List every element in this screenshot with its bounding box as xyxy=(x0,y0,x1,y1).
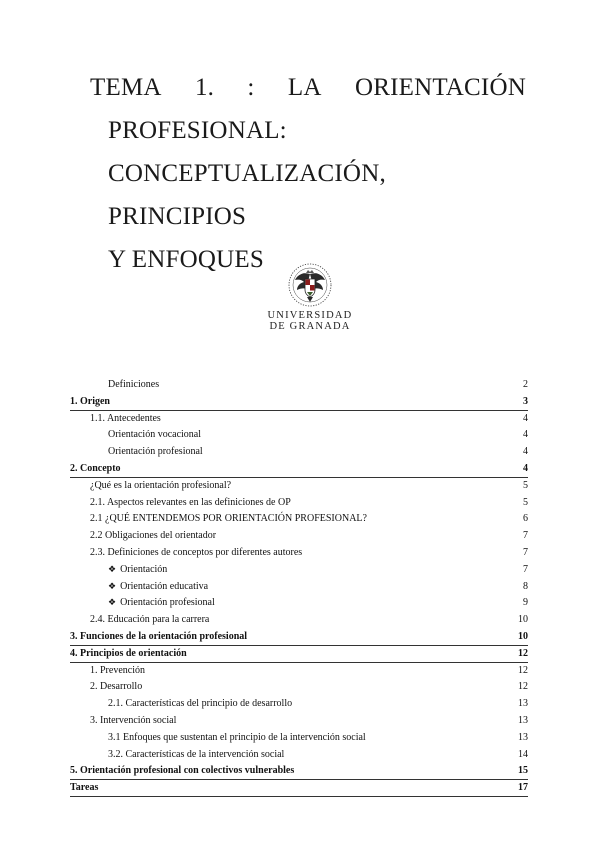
toc-entry-label xyxy=(70,562,167,578)
toc-entry-text: 3. Funciones de la orientación profesional xyxy=(70,630,248,642)
toc-entry-label xyxy=(70,545,302,561)
toc-entry[interactable] xyxy=(70,780,528,797)
toc-entry-label xyxy=(70,696,292,712)
toc-entry-label xyxy=(70,713,176,729)
toc-entry-label xyxy=(70,663,145,679)
toc-entry-label xyxy=(70,511,367,527)
toc-entry-text: Orientación educativa xyxy=(120,580,209,592)
toc-entry-label xyxy=(70,579,208,595)
toc-entry[interactable] xyxy=(70,595,528,612)
toc-entry-label xyxy=(70,612,209,628)
toc-entry-page: 3 xyxy=(523,395,528,407)
toc-entry-label xyxy=(70,394,110,410)
toc-entry-text: Orientación vocacional xyxy=(108,429,202,441)
title-line-4: Y ENFOQUES xyxy=(108,246,264,273)
toc-entry-label xyxy=(70,679,142,695)
toc-entry-text: 2. Desarrollo xyxy=(90,681,143,693)
toc-entry-text: Tareas xyxy=(70,782,99,794)
toc-entry[interactable] xyxy=(70,528,528,545)
toc-entry-page: 4 xyxy=(523,412,528,424)
toc-entry[interactable] xyxy=(70,511,528,528)
toc-entry-label xyxy=(70,646,187,662)
toc-entry-text: 1.1. Antecedentes xyxy=(90,412,161,424)
toc-entry[interactable] xyxy=(70,646,528,663)
document-title xyxy=(90,66,526,281)
toc-entry-page: 12 xyxy=(518,681,528,693)
toc-entry-text: 1. Prevención xyxy=(90,664,145,676)
toc-entry-label xyxy=(70,595,215,611)
table-of-contents xyxy=(70,377,528,797)
toc-entry-label xyxy=(70,495,291,511)
toc-entry-page: 13 xyxy=(518,731,528,743)
logo-line-1: UNIVERSIDAD xyxy=(267,310,353,321)
toc-entry-text: Orientación profesional xyxy=(120,597,215,609)
diamond-bullet-icon: ❖ xyxy=(108,597,117,608)
title-word: 1. xyxy=(194,74,215,101)
logo-line-2: DE GRANADA xyxy=(269,321,351,332)
toc-entry-page: 4 xyxy=(523,446,528,458)
toc-entry-text: 2.4. Educación para la carrera xyxy=(90,614,210,626)
toc-entry-page: 10 xyxy=(518,630,528,642)
toc-entry-page: 13 xyxy=(518,714,528,726)
toc-entry-label xyxy=(70,528,216,544)
toc-entry[interactable] xyxy=(70,696,528,713)
toc-entry-page: 2 xyxy=(523,379,528,390)
toc-entry-page: 14 xyxy=(518,748,528,760)
toc-entry-label xyxy=(70,747,284,763)
toc-entry-text: 4. Principios de orientación xyxy=(70,647,187,659)
toc-entry[interactable] xyxy=(70,427,528,444)
toc-entry[interactable] xyxy=(70,545,528,562)
toc-entry-page: 12 xyxy=(518,664,528,676)
diamond-bullet-icon: ❖ xyxy=(108,563,117,574)
toc-entry-text: 1. Origen xyxy=(70,395,110,407)
toc-entry-label xyxy=(70,444,203,460)
toc-entry-page: 17 xyxy=(518,782,528,794)
toc-entry-text: Definiciones xyxy=(108,379,160,390)
toc-entry[interactable] xyxy=(70,562,528,579)
toc-entry-page: 7 xyxy=(523,530,528,542)
toc-entry-page: 9 xyxy=(523,597,528,609)
title-word: LA xyxy=(287,74,322,101)
toc-entry[interactable] xyxy=(70,411,528,428)
toc-entry[interactable] xyxy=(70,747,528,764)
toc-entry[interactable] xyxy=(70,461,528,478)
toc-entry-text: 2. Concepto xyxy=(70,462,121,474)
toc-entry[interactable] xyxy=(70,394,528,411)
toc-entry[interactable] xyxy=(70,377,528,394)
toc-entry-label xyxy=(70,763,294,779)
toc-entry-page: 8 xyxy=(523,580,528,592)
title-word: TEMA xyxy=(90,74,162,101)
toc-entry-page: 15 xyxy=(518,765,528,777)
toc-entry[interactable] xyxy=(70,713,528,730)
toc-entry-text: ¿Qué es la orientación profesional? xyxy=(90,479,232,491)
toc-entry-text: 5. Orientación profesional con colectivos vulnerables xyxy=(70,765,295,777)
toc-entry[interactable] xyxy=(70,629,528,646)
toc-entry[interactable] xyxy=(70,663,528,680)
toc-entry[interactable] xyxy=(70,579,528,596)
toc-entry-page: 7 xyxy=(523,546,528,558)
toc-entry[interactable] xyxy=(70,612,528,629)
toc-entry-text: 3. Intervención social xyxy=(90,714,177,726)
title-line-1 xyxy=(90,66,526,109)
toc-entry-text: 2.1 ¿QUÉ ENTENDEMOS POR ORIENTACIÓN PROFESIONAL? xyxy=(90,513,367,525)
toc-entry-text: 2.1. Aspectos relevantes en las definiciones de OP xyxy=(90,496,291,508)
coat-of-arms-icon xyxy=(284,262,336,308)
toc-entry-page: 4 xyxy=(523,429,528,441)
title-line-3: CONCEPTUALIZACIÓN, PRINCIPIOS xyxy=(108,160,386,230)
toc-entry-label xyxy=(70,411,161,427)
toc-entry-page: 12 xyxy=(518,647,528,659)
toc-entry-page: 13 xyxy=(518,698,528,710)
toc-entry-text: 2.1. Características del principio de desarrollo xyxy=(108,698,293,710)
title-line-2: PROFESIONAL: xyxy=(108,117,287,144)
diamond-bullet-icon: ❖ xyxy=(108,580,117,591)
toc-entry[interactable] xyxy=(70,495,528,512)
toc-entry-label xyxy=(70,461,121,477)
toc-entry-page: 5 xyxy=(523,496,528,508)
toc-entry-text: 3.1 Enfoques que sustentan el principio de la intervención social xyxy=(108,731,366,743)
title-word: ORIENTACIÓN xyxy=(354,74,526,101)
toc-entry[interactable] xyxy=(70,730,528,747)
toc-entry-page: 6 xyxy=(523,513,528,525)
toc-entry[interactable] xyxy=(70,444,528,461)
toc-entry-label xyxy=(70,780,98,796)
toc-entry-label xyxy=(70,377,159,393)
university-logo xyxy=(260,262,360,346)
toc-entry-page: 4 xyxy=(523,462,528,474)
toc-entry-text: Orientación profesional xyxy=(108,446,203,458)
title-word: : xyxy=(247,74,255,101)
toc-entry-text: 2.3. Definiciones de conceptos por diferentes autores xyxy=(90,546,303,558)
toc-entry-text: 2.2 Obligaciones del orientador xyxy=(90,530,217,542)
toc-entry-page: 10 xyxy=(518,614,528,626)
toc-entry-page: 7 xyxy=(523,563,528,575)
toc-entry-text: 3.2. Características de la intervención social xyxy=(108,748,285,760)
toc-entry-label xyxy=(70,427,201,443)
toc-entry[interactable] xyxy=(70,679,528,696)
toc-entry-text: Orientación xyxy=(120,563,168,575)
toc-entry-page: 5 xyxy=(523,479,528,491)
toc-entry[interactable] xyxy=(70,478,528,495)
toc-entry[interactable] xyxy=(70,763,528,780)
toc-entry-label xyxy=(70,629,247,645)
toc-entry-label xyxy=(70,730,366,746)
toc-entry-label xyxy=(70,478,231,494)
